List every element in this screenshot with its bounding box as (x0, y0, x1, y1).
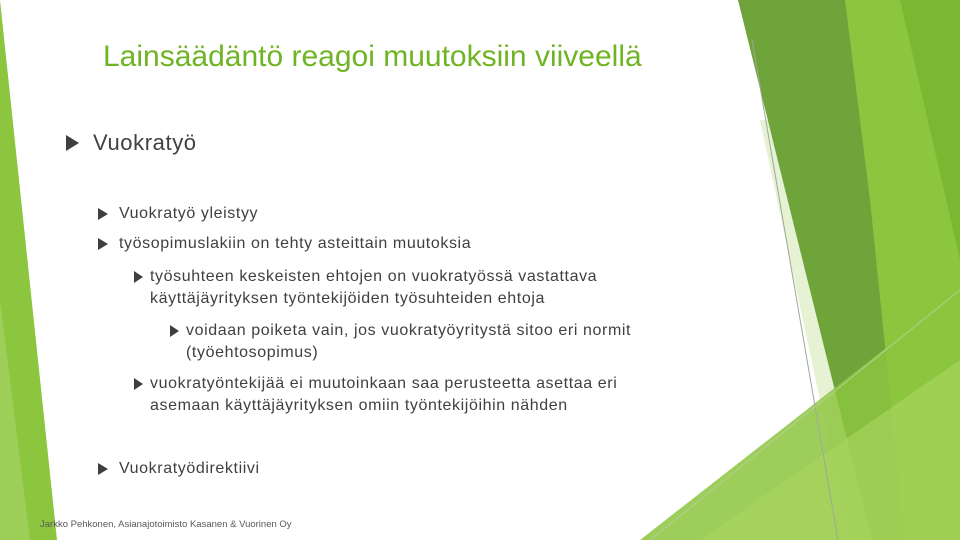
bullet-text: Vuokratyö yleistyy (119, 205, 259, 222)
bullet-text-line: käyttäjäyrityksen työntekijöiden työsuhteiden ehtoja (150, 290, 545, 307)
bullet-text-line: (työehtosopimus) (186, 344, 319, 361)
triangle-right-icon (134, 271, 143, 283)
triangle-right-icon (170, 325, 179, 337)
bullet-text-line: vuokratyöntekijää ei muutoinkaan saa perusteetta asettaa eri (150, 375, 618, 392)
triangle-right-icon (98, 238, 108, 250)
bullet-poiketa (170, 320, 631, 342)
page-title: Lainsäädäntö reagoi muutoksiin viiveellä (103, 40, 642, 73)
bullet-eri-asemaan (134, 373, 617, 395)
bullet-vuokratyo (66, 130, 197, 156)
bullet-yleistyy (98, 204, 258, 224)
bullet-text: Vuokratyö (93, 130, 197, 155)
bullet-direktiivi (98, 459, 260, 479)
bullet-text: Vuokratyödirektiivi (119, 460, 260, 477)
bullet-keskeiset-ehdot (134, 266, 597, 288)
bullet-text-block (150, 266, 597, 288)
triangle-right-icon (98, 463, 108, 475)
bullet-text: työsopimuslakiin on tehty asteittain muutoksia (119, 235, 472, 252)
bullet-eri-asemaan-continued (150, 395, 568, 417)
bullet-poiketa-continued (186, 342, 318, 364)
bullet-tyosopimuslaki (98, 234, 471, 254)
bullet-text-line: työsuhteen keskeisten ehtojen on vuokratyössä vastattava (150, 268, 598, 285)
triangle-right-icon (98, 208, 108, 220)
triangle-right-icon (66, 135, 79, 151)
footer-text: Jarkko Pehkonen, Asianajotoimisto Kasanen & Vuorinen Oy (40, 519, 292, 530)
bullet-text-line: voidaan poiketa vain, jos vuokratyöyritystä sitoo eri normit (186, 322, 632, 339)
triangle-right-icon (134, 378, 143, 390)
bullet-text-line: asemaan käyttäjäyrityksen omiin työntekijöihin nähden (150, 397, 568, 414)
bullet-keskeiset-ehdot-continued (150, 288, 545, 310)
